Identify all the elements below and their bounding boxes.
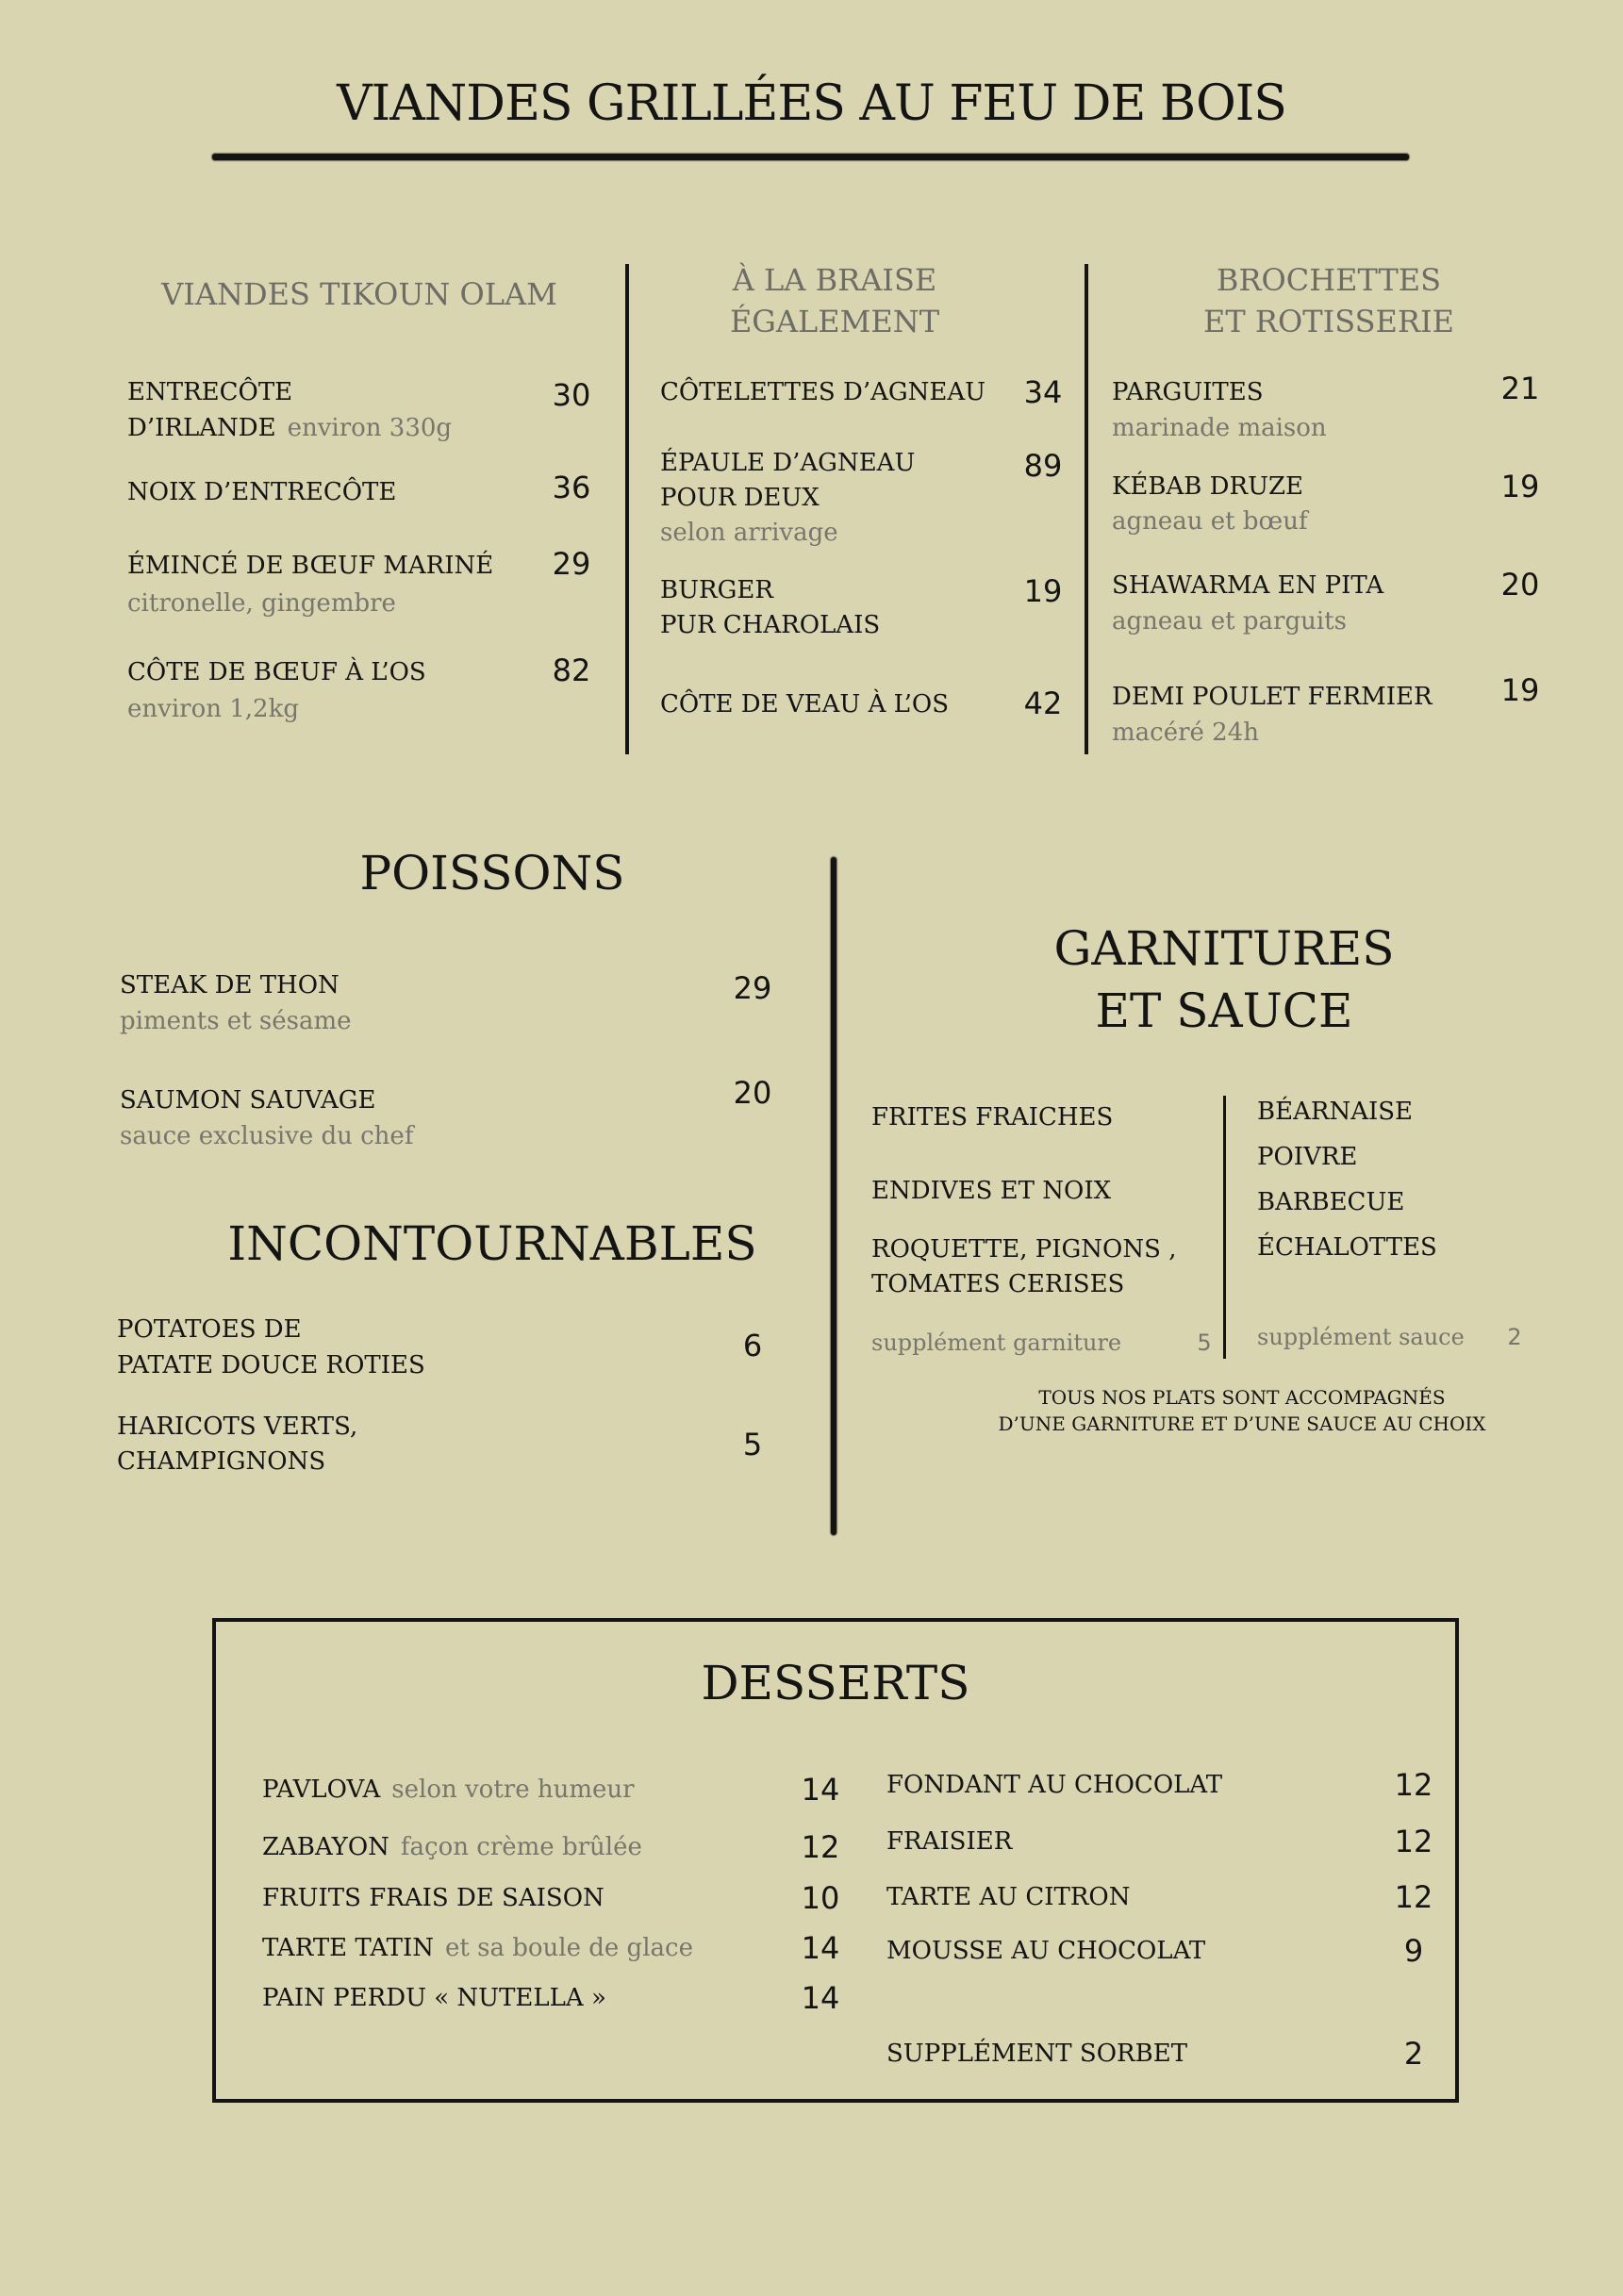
dish-name: ÉMINCÉ DE BŒUF MARINÉ (127, 552, 494, 580)
dessert-price: 12 (1394, 1824, 1433, 1859)
side-supplement-price: 5 (1197, 1330, 1212, 1356)
dessert-price: 12 (1394, 1767, 1433, 1803)
dish-name: ÉPAULE D’AGNEAU (660, 449, 916, 477)
dish-price: 19 (1500, 672, 1540, 708)
dessert-name: FONDANT AU CHOCOLAT (886, 1771, 1223, 1799)
dish-name: DEMI POULET FERMIER (1112, 683, 1433, 711)
dish-name-line: PATATE DOUCE ROTIES (117, 1351, 425, 1379)
side-item: ROQUETTE, PIGNONS , (871, 1235, 1177, 1264)
sorbet-supplement: SUPPLÉMENT SORBET (886, 2040, 1188, 2068)
dish-name: BURGER (660, 576, 773, 604)
dish-description: agneau et parguits (1112, 607, 1347, 636)
dish-price: 36 (552, 470, 591, 505)
dish-price: 6 (742, 1328, 763, 1363)
dish-name-line (127, 413, 452, 443)
dish-price: 82 (552, 652, 591, 688)
dish-name: CÔTELETTES D’AGNEAU (660, 378, 986, 406)
dish-name: SAUMON SAUVAGE (120, 1086, 376, 1115)
dessert-description: et sa boule de glace (445, 1934, 693, 1962)
dish-name: STEAK DE THON (120, 971, 340, 999)
dish-description: sauce exclusive du chef (120, 1122, 414, 1150)
dish-name: PARGUITES (1112, 378, 1264, 406)
dish-name-line: PUR CHAROLAIS (660, 611, 881, 639)
garnitures-heading (941, 917, 1507, 1042)
sauce-supplement-label: supplément sauce (1257, 1324, 1465, 1350)
sauce-item: POIVRE (1257, 1143, 1358, 1171)
dish-name: CÔTE DE VEAU À L’OS (660, 690, 950, 719)
menu-title: VIANDES GRILLÉES AU FEU DE BOIS (337, 75, 1286, 132)
dessert-price: 12 (1394, 1879, 1433, 1915)
dish-price: 21 (1500, 371, 1540, 406)
dessert-price: 14 (801, 1772, 840, 1808)
title-underline (212, 154, 1409, 160)
dish-price: 29 (733, 970, 772, 1006)
dessert-name (262, 1832, 642, 1862)
side-supplement-label: supplément garniture (871, 1330, 1122, 1356)
dish-name-part: D’IRLANDE (127, 414, 276, 442)
poissons-heading: POISSONS (359, 846, 625, 900)
garnitures-heading-line: GARNITURES (1053, 921, 1395, 976)
dish-price: 5 (742, 1427, 763, 1462)
dessert-name: FRAISIER (886, 1827, 1013, 1856)
dish-name-line: CHAMPIGNONS (117, 1447, 326, 1476)
side-item-line: TOMATES CERISES (871, 1270, 1125, 1298)
dish-price: 89 (1023, 448, 1063, 484)
dish-price: 42 (1023, 685, 1063, 721)
garnitures-divider (1223, 1096, 1226, 1359)
dish-price: 29 (552, 546, 591, 582)
sauce-supplement-price: 2 (1507, 1324, 1522, 1350)
dessert-description: selon votre humeur (391, 1776, 635, 1804)
dessert-name: PAIN PERDU « NUTELLA » (262, 1984, 606, 2012)
dish-price: 19 (1500, 469, 1540, 504)
accompaniment-note (959, 1384, 1525, 1437)
dessert-price: 12 (801, 1829, 840, 1865)
section-divider (831, 857, 836, 1535)
brochettes-heading-line: ET ROTISSERIE (1203, 304, 1454, 339)
braise-heading (646, 259, 1023, 342)
dish-name-line: POUR DEUX (660, 484, 820, 512)
dessert-title: TARTE TATIN (262, 1934, 435, 1962)
dessert-price: 14 (801, 1930, 840, 1966)
dish-price: 30 (552, 377, 591, 413)
incontournables-heading: INCONTOURNABLES (227, 1216, 757, 1271)
column-divider (625, 264, 629, 754)
dish-description: environ 1,2kg (127, 695, 299, 723)
dish-name: NOIX D’ENTRECÔTE (127, 478, 397, 506)
braise-heading-line: À LA BRAISE (732, 262, 937, 298)
accompaniment-note-line: D’UNE GARNITURE ET D’UNE SAUCE AU CHOIX (998, 1412, 1486, 1435)
dessert-title: ZABAYON (262, 1833, 389, 1861)
dish-name: KÉBAB DRUZE (1112, 472, 1304, 501)
desserts-heading: DESSERTS (701, 1656, 970, 1710)
dessert-price: 14 (801, 1980, 840, 2016)
dessert-price: 9 (1403, 1933, 1424, 1969)
dish-name: HARICOTS VERTS, (117, 1412, 358, 1441)
accompaniment-note-line: TOUS NOS PLATS SONT ACCOMPAGNÉS (1038, 1386, 1446, 1409)
dish-name: ENTRECÔTE (127, 378, 293, 406)
dish-price: 20 (1500, 567, 1540, 603)
dish-name: POTATOES DE (117, 1315, 302, 1344)
dish-price: 34 (1023, 374, 1063, 410)
dish-name: CÔTE DE BŒUF À L’OS (127, 658, 426, 686)
dish-price: 19 (1023, 573, 1063, 609)
side-item: FRITES FRAICHES (871, 1103, 1114, 1131)
sauce-item: BÉARNAISE (1257, 1098, 1414, 1126)
dessert-name: TARTE AU CITRON (886, 1883, 1131, 1911)
brochettes-heading-line: BROCHETTES (1216, 262, 1442, 298)
dessert-name: MOUSSE AU CHOCOLAT (886, 1937, 1206, 1965)
dish-description: selon arrivage (660, 519, 838, 547)
dish-description: macéré 24h (1112, 719, 1260, 747)
side-item: ENDIVES ET NOIX (871, 1177, 1112, 1205)
dessert-name (262, 1933, 693, 1963)
tikoun-heading: VIANDES TIKOUN OLAM (161, 276, 557, 312)
brochettes-heading (1140, 259, 1517, 342)
dessert-title: PAVLOVA (262, 1776, 381, 1804)
dish-description: citronelle, gingembre (127, 589, 396, 618)
dessert-price: 10 (801, 1880, 840, 1916)
dish-name: SHAWARMA EN PITA (1112, 571, 1384, 600)
sauce-item: BARBECUE (1257, 1188, 1405, 1216)
dish-description: piments et sésame (120, 1007, 352, 1035)
dessert-name (262, 1775, 635, 1805)
dessert-name: FRUITS FRAIS DE SAISON (262, 1884, 604, 1912)
column-divider (1085, 264, 1088, 754)
sauce-item: ÉCHALOTTES (1257, 1233, 1437, 1262)
dessert-description: façon crème brûlée (400, 1833, 642, 1861)
dish-description: marinade maison (1112, 414, 1327, 442)
dish-description: environ 330g (287, 414, 453, 442)
braise-heading-line: ÉGALEMENT (729, 304, 940, 339)
sorbet-supplement-price: 2 (1403, 2036, 1424, 2072)
dish-price: 20 (733, 1075, 772, 1111)
garnitures-heading-line: ET SAUCE (1095, 983, 1353, 1038)
dish-description: agneau et bœuf (1112, 507, 1308, 536)
